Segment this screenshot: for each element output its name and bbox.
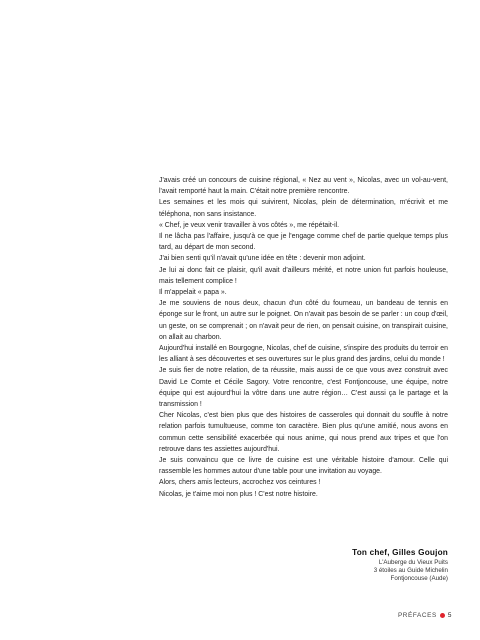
page-footer (398, 612, 452, 619)
bullet-dot-icon (440, 613, 445, 618)
paragraph: Alors, chers amis lecteurs, accrochez vos ceintures ! (159, 479, 321, 487)
paragraph: Nicolas, je t'aime moi non plus ! C'est notre histoire. (159, 490, 318, 498)
paragraph: Il ne lâcha pas l'affaire, jusqu'à ce que je l'engage comme chef de partie quelque temps plus tard, au départ de mon second. (159, 233, 448, 252)
paragraph: Je me souviens de nous deux, chacun d'un côté du fourneau, un bandeau de tennis en éponge sur le front, un autre sur le poignet. On n'avait pas besoin de se parler : un coup d'œil, un geste, on se comprenait ; on n'avait peur de rien, on pensait cuisine, on transpirait cuisine, on allait au charbon. (159, 300, 448, 341)
signature-location: Fontjoncouse (Aude) (390, 575, 448, 583)
paragraph: Je suis convaincu que ce livre de cuisine est une véritable histoire d'amour. Celle qui rassemble les hommes autour d'une table pour une invitation au voyage. (159, 457, 448, 476)
signature-block (352, 548, 448, 584)
signature-name: Ton chef, Gilles Goujon (352, 548, 448, 557)
section-label: PRÉFACES (397, 612, 437, 619)
preface-body (159, 175, 448, 500)
paragraph: « Chef, je veux venir travailler à vos côtés », me répétait-il. (159, 221, 340, 229)
signature-distinction: 3 étoiles au Guide Michelin (373, 567, 448, 575)
signature-restaurant: L'Auberge du Vieux Puits (378, 559, 448, 566)
paragraph: Aujourd'hui installé en Bourgogne, Nicolas, chef de cuisine, s'inspire des produits du terroir en les alliant à ses découvertes et ses ouvertures sur le plus grand des jardins, celui du monde ! (159, 345, 448, 364)
paragraph: Je lui ai donc fait ce plaisir, qu'il avait d'ailleurs mérité, et notre union fut parfois houleuse, mais tellement complice ! (159, 266, 448, 285)
paragraph: J'avais créé un concours de cuisine régional, « Nez au vent », Nicolas, avec un vol-au-vent, l'avait remporté haut la main. C'était notre première rencontre. (159, 177, 448, 196)
page-number: 5 (447, 612, 452, 619)
paragraph: Il m'appelait « papa ». (159, 289, 227, 297)
paragraph: Les semaines et les mois qui suivirent, Nicolas, plein de détermination, m'écrivit et me téléphona, non sans insistance. (159, 199, 448, 218)
paragraph: Je suis fier de notre relation, de ta réussite, mais aussi de ce que vous avez construit avec David Le Comte et Cécile Sagory. Votre rencontre, c'est Fontjoncouse, une équipe, notre équipe qui est aujourd'hui la vôtre dans une autre région… C'est aussi ça le partage et la transmission ! (159, 367, 448, 409)
paragraph: Cher Nicolas, c'est bien plus que des histoires de casseroles qui donnait du souffle à notre relation parfois tumultueuse, comme ton caractère. Bien plus qu'une amitié, nous avons en commun cette sensibilité exacerbée qui nous anime, qui nous prend aux tripes et que l'on retrouve dans tes assiettes aujourd'hui. (159, 412, 448, 453)
paragraph: J'ai bien senti qu'il n'avait qu'une idée en tête : devenir mon adjoint. (159, 255, 366, 263)
